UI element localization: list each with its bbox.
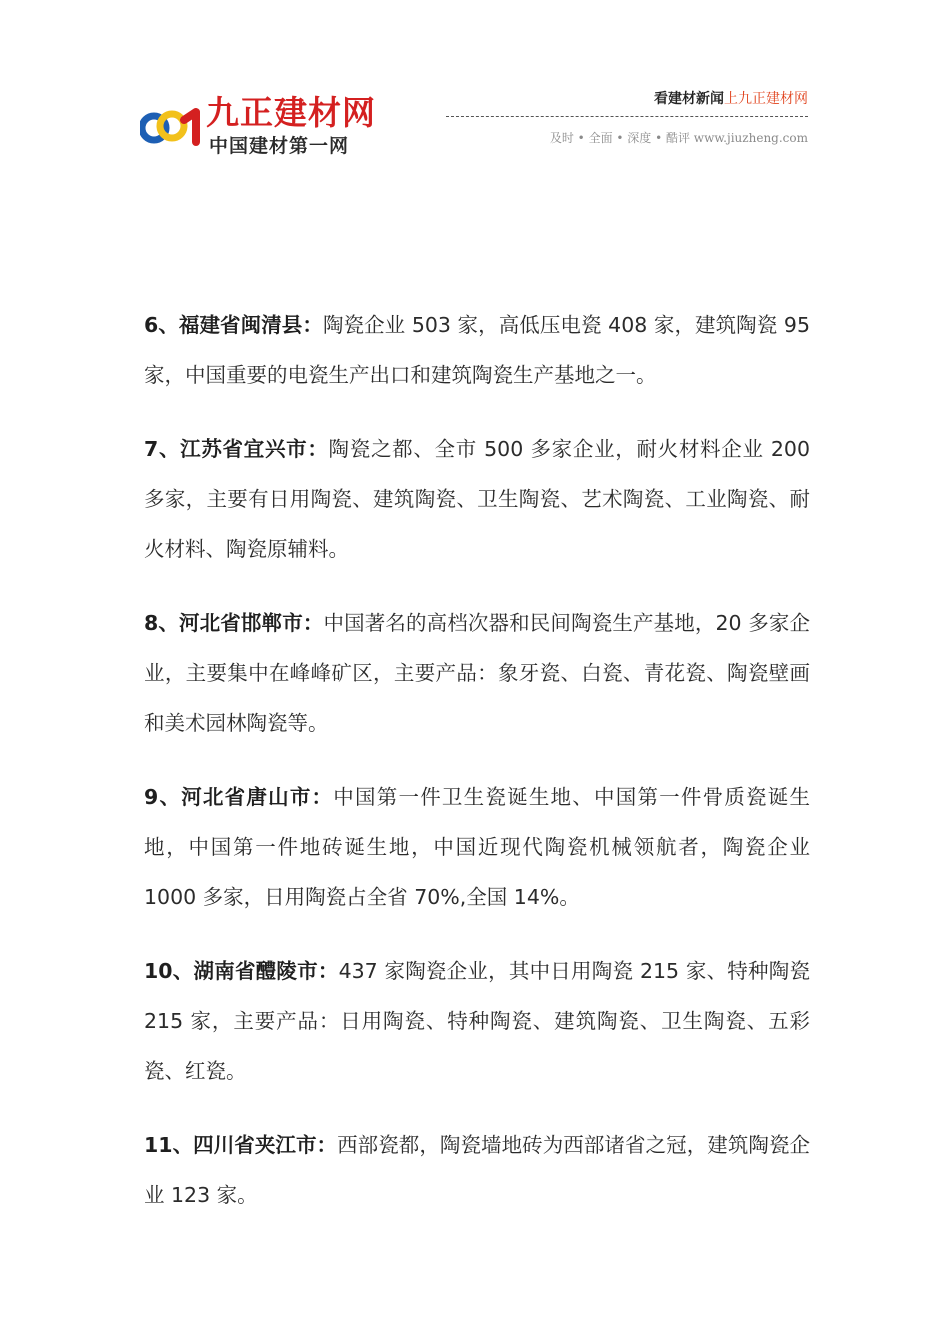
logo-name: 九正建材网 (206, 93, 376, 132)
list-item (144, 946, 810, 1096)
header-title-prefix: 看建材新闻 (654, 91, 724, 107)
item-text: 437 家陶瓷企业，其中日用陶瓷 215 家、特种陶瓷 215 家，主要产品：日用陶瓷、特种陶瓷、建筑陶瓷、卫生陶瓷、五彩瓷、红瓷。 (144, 959, 810, 1083)
item-text: 陶瓷企业 503 家，高低压电瓷 408 家，建筑陶瓷 95 家，中国重要的电瓷生产出口和建筑陶瓷生产基地之一。 (144, 313, 810, 387)
list-item (144, 598, 810, 748)
item-text: 中国著名的高档次器和民间陶瓷生产基地，20 多家企业，主要集中在峰峰矿区，主要产品：象牙瓷、白瓷、青花瓷、陶瓷壁画和美术园林陶瓷等。 (144, 611, 810, 735)
item-heading: 11、四川省夹江市： (144, 1133, 338, 1157)
site-logo[interactable] (140, 92, 380, 164)
item-heading: 7、江苏省宜兴市： (144, 437, 329, 461)
item-heading: 9、河北省唐山市： (144, 785, 334, 809)
item-heading: 6、福建省闽清县： (144, 313, 323, 337)
list-item (144, 1120, 810, 1220)
item-text: 陶瓷之都、全市 500 多家企业，耐火材料企业 200 多家，主要有日用陶瓷、建筑陶瓷、卫生陶瓷、艺术陶瓷、工业陶瓷、耐火材料、陶瓷原辅料。 (144, 437, 810, 561)
header-title-brand[interactable]: 上九正建材网 (724, 91, 808, 107)
header-tagline: 及时 • 全面 • 深度 • 酷评 www.jiuzheng.com (549, 131, 808, 145)
header-divider (446, 116, 808, 117)
header-title[interactable] (654, 88, 808, 110)
article-body (144, 300, 810, 1244)
list-item (144, 424, 810, 574)
jiuzheng-logo-icon (140, 106, 206, 146)
item-text: 西部瓷都，陶瓷墙地砖为西部诸省之冠，建筑陶瓷企业 123 家。 (144, 1133, 811, 1207)
header-banner (446, 88, 808, 158)
list-item (144, 772, 810, 922)
item-heading: 8、河北省邯郸市： (144, 611, 324, 635)
item-heading: 10、湖南省醴陵市： (144, 959, 339, 983)
list-item (144, 300, 810, 400)
logo-slogan: 中国建材第一网 (209, 135, 350, 157)
item-text: 中国第一件卫生瓷诞生地、中国第一件骨质瓷诞生地，中国第一件地砖诞生地，中国近现代陶瓷机械领航者，陶瓷企业 1000 多家，日用陶瓷占全省 70%,全国 14%。 (144, 785, 811, 909)
